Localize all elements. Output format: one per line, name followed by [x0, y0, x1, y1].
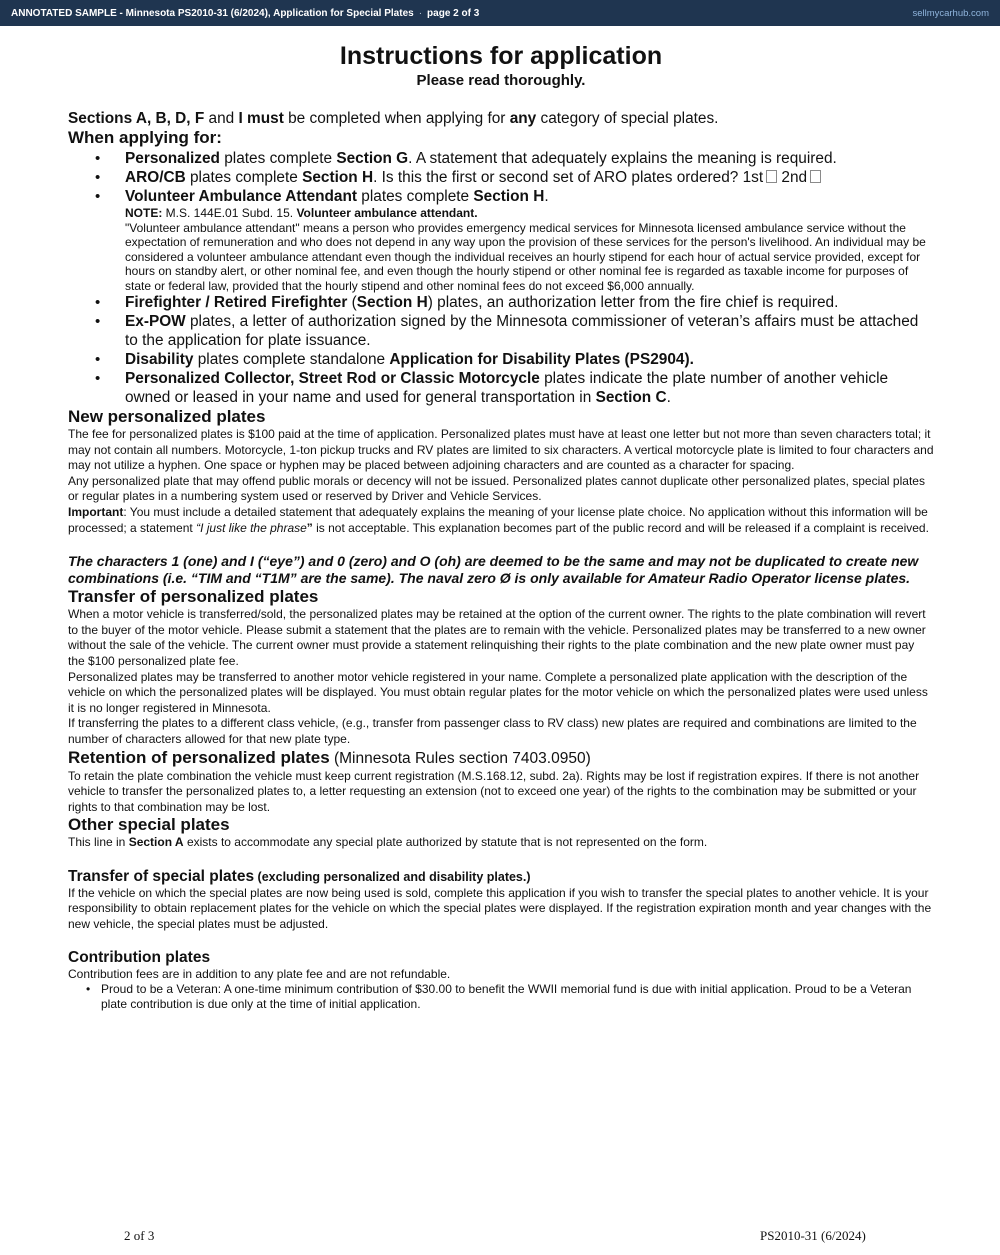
transfer-special-heading: Transfer of special plates (excluding personalized and disability plates.): [68, 867, 531, 885]
other-special-heading: Other special plates: [68, 815, 230, 835]
first-set-checkbox[interactable]: [766, 170, 777, 183]
list-item-ex-pow: • Ex-POW plates, a letter of authorization signed by the Minnesota commissioner of veteran’s affairs must be attached to the application for plate issuance.: [95, 313, 919, 349]
list-item-aro-cb: • ARO/CB plates complete Section H. Is this the first or second set of ARO plates ordered? 1st 2nd: [68, 168, 934, 187]
when-applying-heading: When applying for:: [68, 128, 222, 147]
second-set-checkbox[interactable]: [810, 170, 821, 183]
applying-for-list: [68, 149, 934, 407]
other-special-paragraph: This line in Section A exists to accommodate any special plate authorized by statute that is not represented on the form.: [68, 835, 708, 850]
volunteer-definition: "Volunteer ambulance attendant" means a person who provides emergency medical services for Minnesota licensed ambulance service without the expectation of remuneration and who does not depend in any way upon the provision of these services for the person's livelihood. An individual may be considered a volunteer ambulance attendant even though the individual receives an hourly stipend for each hour of actual service provided, except for hours on standby alert, or other nominal fee, and even though the hourly stipend or other nominal fee is regarded as taxable income for purposes of state or federal law, provided that the hourly stipend and other nominal fees do not exceed $6,000 annually.: [125, 220, 926, 293]
volunteer-note-line: NOTE: M.S. 144E.01 Subd. 15. Volunteer ambulance attendant.: [125, 206, 478, 220]
banner-page-indicator: page 2 of 3: [427, 7, 480, 19]
page-subtitle: Please read thoroughly.: [416, 72, 586, 89]
transfer-personalized-p1: When a motor vehicle is transferred/sold, the personalized plates may be retained at the option of the current owner. The rights to the plate combination will revert to the buyer of the motor vehicle. Please submit a statement that the plates are to remain with the vehicle. Personalized plates may be transferred to a new owner without the sale of the vehicle. The current owner must provide a statement relinquishing their rights to the plate combination and the new plate owner must pay the $100 personalized plate fee.: [68, 607, 926, 668]
new-personalized-restrictions-paragraph: Any personalized plate that may offend public morals or decency will not be issued. Personalized plates cannot duplicate other personalized plates, special plates or regular plates in a numbering system used or reserved by Driver and Vehicle Services.: [68, 473, 925, 504]
list-item-disability: • Disability plates complete standalone Application for Disability Plates (PS2904).: [95, 351, 694, 368]
list-item-personalized: • Personalized plates complete Section G. A statement that adequately explains the meaning is required.: [95, 150, 837, 167]
page-title: Instructions for application: [339, 42, 663, 70]
transfer-personalized-p3: If transferring the plates to a different class vehicle, (e.g., transfer from passenger class to RV class) new plates are required and combinations are limited to the number of characters allowed for that new plate type.: [68, 716, 917, 746]
transfer-personalized-heading: Transfer of personalized plates: [68, 587, 319, 607]
contribution-list: [68, 982, 934, 1011]
retention-paragraph: To retain the plate combination the vehicle must keep current registration (M.S.168.12, subd. 2a). Rights may be lost if registration expires. If there is not another vehicle to transfer the personalized plates to, a letter requesting an extension (not to exceed one year) of the rights to the combination may be submitted or your rights to that combination may be lost.: [68, 768, 920, 814]
banner-title: ANNOTATED SAMPLE - Minnesota PS2010-31 (6/2024), Application for Special Plates: [11, 7, 414, 19]
banner-title-group: [11, 8, 479, 19]
character-equivalence-notice: The characters 1 (one) and I (“eye”) and 0 (zero) and O (oh) are deemed to be the same and may not be duplicated to create new combinations (i.e. “TIM and “T1M” are the same). The naval zero Ø is only available for Amateur Radio Operator license plates.: [68, 553, 919, 587]
contribution-paragraph: Contribution fees are in addition to any plate fee and are not refundable.: [68, 966, 451, 981]
banner-separator: ·: [418, 7, 423, 19]
required-sections-statement: Sections A, B, D, F and I must be completed when applying for any category of special plates.: [68, 110, 719, 127]
list-item-firefighter: • Firefighter / Retired Firefighter (Section H) plates, an authorization letter from the fire chief is required.: [95, 294, 839, 311]
footer-form-number: PS2010-31 (6/2024): [760, 1228, 866, 1243]
contribution-item-veteran: • Proud to be a Veteran: A one-time minimum contribution of $30.00 to benefit the WWII memorial fund is due with initial application. Proud to be a Veteran plate contribution is due only at the time of initial application.: [86, 982, 912, 1011]
footer-page-number: 2 of 3: [124, 1228, 155, 1243]
list-item-volunteer-ambulance: • Volunteer Ambulance Attendant plates complete Section H. NOTE: M.S. 144E.01 Subd. 15. Volunteer ambulance attendant. "Volunteer ambulance attendant" means a person who provides emergency medical services for Minnesota licensed ambulance service without the expectation of remuneration and who does not depend in any way upon the provision of these services for the person's livelihood. An individual may be considered a volunteer ambulance attendant even though the individual receives an hourly stipend for each hour of actual service provided, except for hours on standby alert, or other nominal fee, and even though the hourly stipend or other nominal fee is regarded as taxable income for purposes of state or federal law, provided that the hourly stipend and other nominal fees do not exceed $6,000 annually.: [68, 187, 934, 293]
banner-site-link[interactable]: sellmycarhub.com: [912, 7, 989, 19]
new-personalized-heading: New personalized plates: [68, 407, 266, 426]
transfer-personalized-p2: Personalized plates may be transferred to another motor vehicle registered in your name. Complete a personalized plate application with the description of the vehicle on which the personalized plates will be displayed. You must obtain regular plates for the motor vehicle on which the personalized plates were used unless it is no longer registered in Minnesota.: [68, 669, 928, 715]
top-banner: [0, 0, 1000, 26]
transfer-special-paragraph: If the vehicle on which the special plates are now being used is sold, complete this application if you wish to transfer the special plates to another vehicle. It is your responsibility to obtain replacement plates for the vehicle on which the special plates were displayed. If the registration expiration month and year changes with the new vehicle, the special plates must be adjusted.: [68, 885, 932, 932]
list-item-collector: • Personalized Collector, Street Rod or Classic Motorcycle plates indicate the plate number of another vehicle owned or leased in your name and used for general transportation in Section C.: [95, 370, 889, 406]
retention-heading: Retention of personalized plates (Minnesota Rules section 7403.0950): [68, 747, 591, 767]
document-page: [68, 40, 934, 1011]
contribution-heading: Contribution plates: [68, 948, 211, 966]
new-personalized-fee-paragraph: The fee for personalized plates is $100 paid at the time of application. Personalized plates must have at least one letter but not more than seven characters total; it may not contain all numbers. Motorcycle, 1-ton pickup trucks and RV plates are limited to six characters. A vertical motorcycle plate is limited to four characters and may not utilize a hyphen. One space or hyphen may be placed between adjoining characters and are counted as a character for spacing.: [68, 427, 934, 473]
important-paragraph: Important: You must include a detailed statement that adequately explains the meaning of your license plate choice. No application without this information will be processed; a statement “I just like the phrase” is not acceptable. This explanation becomes part of the public record and will be released if a complaint is received.: [68, 504, 929, 535]
